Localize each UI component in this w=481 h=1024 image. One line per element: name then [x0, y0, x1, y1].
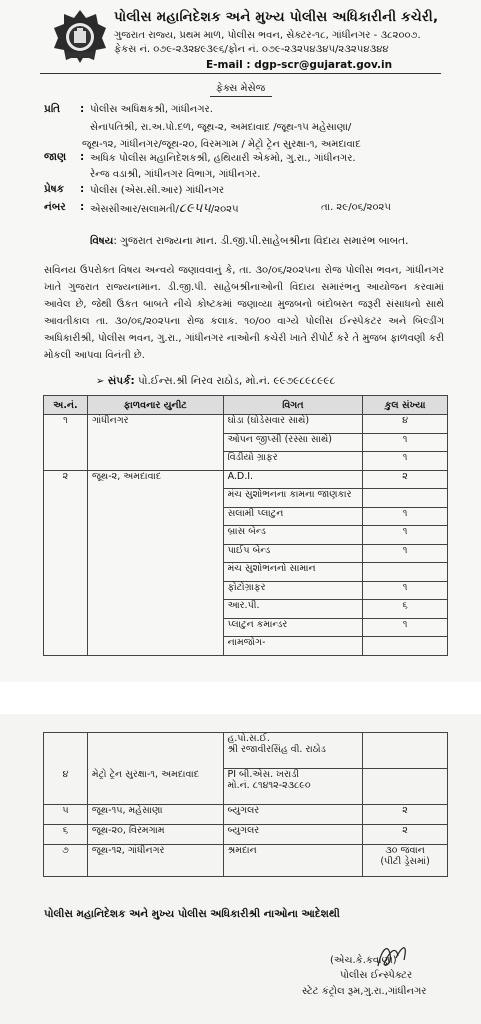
unit-cell [87, 600, 223, 619]
arrow-bullet-icon: ➢ [96, 376, 105, 387]
serial-cell [44, 733, 88, 769]
serial-cell [44, 544, 88, 563]
serial-cell: ૪ [44, 769, 88, 805]
office-fax-phone: ફેકસ નં. ૦૭૯-૨૩૨૪૯૩૯૬/ફોન નં. ૦૭૯-૨૩૨૫૪૩૪૫/૨૩૨૫૪૩૪૪ [114, 44, 389, 55]
cc-colon: : [80, 151, 85, 163]
cc-line-2: રેન્જ વડાશ્રી, ગાંધીનગર વિભાગ, ગાંધીનગર. [90, 169, 261, 180]
count-cell: ૧ [363, 507, 448, 526]
to-label: પ્રતિ [44, 103, 61, 115]
count-cell: ૧ [363, 433, 448, 452]
detail-line: મો.નં. ૮૧૪૧૨-૨૩૮૯૦ [227, 780, 311, 791]
unit-cell [87, 507, 223, 526]
unit-cell: જૂથ-૨૦, વિરમગામ [87, 825, 223, 845]
table-row [44, 470, 448, 489]
unit-cell [87, 433, 223, 452]
contact-line [96, 375, 335, 388]
detail-cell [223, 825, 363, 845]
unit-cell: ગાંધીનગર [87, 415, 223, 434]
document-date: તા. ૨૯/૦૬/૨૦૨૫ [321, 202, 391, 213]
allocation-table [43, 395, 448, 656]
count-cell: ૨ [363, 470, 448, 489]
count-cell [363, 637, 448, 656]
count-cell: ૨ [363, 805, 448, 825]
contact-text: પો.ઈન્સ.શ્રી નિરવ રાઠોડ, મો.નં. ૯૯૭૯૮૯૮૯૯૮ [134, 375, 336, 387]
serial-cell [44, 637, 88, 656]
unit-cell [87, 452, 223, 471]
detail-line: બ્યુગલર [227, 825, 260, 836]
gujarat-police-emblem-icon [52, 8, 108, 64]
unit-cell [87, 489, 223, 508]
table-row [44, 618, 448, 637]
count-cell: ૬ [363, 600, 448, 619]
detail-line: શ્રી રજાવીરસિંહ વી. રાઠોડ [227, 744, 326, 755]
from-line: પોલીસ (એસ.સી.આર) ગાંધીનગર [90, 185, 225, 196]
detail-cell: મંચ સુશોભનના કામના જાણકાર [223, 489, 363, 508]
from-colon: : [80, 183, 85, 195]
table-row [44, 526, 448, 545]
signatory-name: (એચ.કે.કવાણા) [330, 955, 397, 966]
body-paragraph: સવિનય ઉપરોક્ત વિષય અન્વયે જણાવવાનું કે, તા. ૩૦/૦૬/૨૦૨૫ના રોજ પોલીસ ભવન, ગાંધીનગર ખાતે ગુજરાત રાજ્યનામાન. ડી.જી.પી. સાહેબશ્રીનાઓની વિદાય સમારંભનુ આયોજન કરવામાં આવેલ છે, જેથી ઉકત બાબતે નીચે કોષ્ટકમાં જણાવ્યા મુજબનો બંદોબસ્ત જરૂરી સંસાધનો સાથે આવતીકાલ તા. ૩૦/૦૬/૨૦૨૫ના રોજ કલાક. ૧૦/૦૦ વાગ્યે પોલીસ ઈન્સ્પેકટર અને બિલ્ડીંગ અધિકારીશ્રી, પોલીસ ભવન, ગુ.રા., ગાંધીનગર નાઓની કચેરી ખાતે રીપોર્ટ કરે તે મુજબ ફાળવણી કરી મોકલી આપવા વિનંતી છે. [44, 265, 444, 361]
detail-cell [223, 733, 363, 769]
serial-cell [44, 526, 88, 545]
office-title: પોલીસ મહાનિદેશક અને મુખ્ય પોલીસ અધિકારીની કચેરી, [114, 9, 439, 25]
count-cell: ૧ [363, 581, 448, 600]
header-divider [40, 73, 441, 74]
subject-line [90, 235, 408, 248]
reference-suffix: /૨૦૨૫ [210, 204, 239, 215]
col-header-serial: અ.નં. [44, 396, 88, 415]
table-row [44, 769, 448, 805]
table-row [44, 489, 448, 508]
table-row [44, 600, 448, 619]
serial-cell: ૧ [44, 415, 88, 434]
table-row [44, 825, 448, 845]
office-email: E-mail : dgp-scr@gujarat.gov.in [206, 59, 393, 71]
table-row [44, 452, 448, 471]
allocation-table-continued [43, 732, 448, 877]
count-cell: ૩૦ જવાન (પીટી ડ્રેસમાં) [363, 845, 448, 877]
col-header-detail: વિગત [223, 396, 363, 415]
serial-cell: ૬ [44, 825, 88, 845]
unit-cell [87, 563, 223, 582]
table-row [44, 415, 448, 434]
detail-cell: વિડીયો ગ્રાફર [223, 452, 363, 471]
unit-cell [87, 544, 223, 563]
serial-cell [44, 581, 88, 600]
subject-label: વિષય [90, 235, 114, 247]
table-row [44, 563, 448, 582]
detail-line: શ્રમદાન [227, 845, 257, 856]
table-row [44, 433, 448, 452]
unit-cell [87, 581, 223, 600]
table-row [44, 845, 448, 877]
detail-cell: બ્રાસ બેન્ડ [223, 526, 363, 545]
to-line-3: જૂથ-૧૨, ગાંધીનગર/જૂથ-૨૦, વિરમગામ / મેટ્રો ટ્રેન સુરક્ષા-૧, અમદાવાદ [82, 139, 361, 150]
serial-cell [44, 489, 88, 508]
signatory-office: સ્ટેટ કંટ્રોલ રૂમ,ગુ.રા.,ગાંધીનગર [302, 986, 427, 997]
unit-cell: જૂથ-૨, અમદાવાદ [87, 470, 223, 489]
detail-line: હ.પો.સ.ઈ. [227, 733, 270, 744]
document-type-heading: ફેક્સ મેસેજ [215, 83, 266, 94]
detail-cell: સલામી પ્લાટુન [223, 507, 363, 526]
signatory-designation: પોલીસ ઈન્સ્પેક્ટર [340, 970, 413, 981]
to-line-1: પોલીસ અધિક્ષકશ્રી, ગાંધીનગર. [90, 104, 213, 115]
detail-cell: ઘોડા (ઘોડેસવાર સાથે) [223, 415, 363, 434]
count-cell: ૧ [363, 544, 448, 563]
count-cell [363, 769, 448, 805]
count-cell: ૧ [363, 526, 448, 545]
table-row [44, 733, 448, 769]
unit-cell [87, 526, 223, 545]
table-row [44, 581, 448, 600]
from-label: પ્રેષક [44, 183, 65, 195]
number-label: નંબર [44, 201, 66, 213]
col-header-count: કુલ સંખ્યા [363, 396, 448, 415]
count-cell: ૪ [363, 415, 448, 434]
order-authority-line: પોલીસ મહાનિદેશક અને મુખ્ય પોલીસ અધિકારીશ્રી નાઓના આદેશથી [44, 908, 340, 920]
number-colon: : [80, 201, 85, 213]
handwritten-reference-number: ૮૯૫૫ [178, 201, 211, 216]
serial-cell [44, 563, 88, 582]
reference-prefix: એસસીઆર/સલામતી/ [90, 204, 179, 215]
serial-cell [44, 507, 88, 526]
serial-cell [44, 618, 88, 637]
cc-line-1: અધિક પોલીસ મહાનિદેશકશ્રી, હથિયારી એકમો, ગુ.રા., ગાંધીનગર. [90, 153, 356, 164]
table-row [44, 805, 448, 825]
contact-label: સંપર્ક: [107, 375, 135, 387]
heading-underline [210, 96, 272, 97]
detail-line: PI બી.એસ. ખરાડી [227, 769, 300, 780]
unit-cell: મેટ્રો ટ્રેન સુરક્ષા-૧, અમદાવાદ [87, 769, 223, 805]
table-row [44, 507, 448, 526]
detail-cell: A.D.I. [223, 470, 363, 489]
detail-cell: પાઈપ બેન્ડ [223, 544, 363, 563]
unit-cell [87, 733, 223, 769]
detail-cell: ફોટોગ્રાફર [223, 581, 363, 600]
serial-cell: ૫ [44, 805, 88, 825]
office-address: ગુજરાત રાજ્ય, પ્રથમ માળ, પોલીસ ભવન, સેક્ટર-૧૮, ગાંધીનગર - ૩૮૨૦૦૭. [114, 30, 421, 41]
table-header-row [44, 396, 448, 415]
table-row [44, 637, 448, 656]
detail-cell [223, 845, 363, 877]
detail-cell: ઓપન જીપ્સી (રસ્સા સાથે) [223, 433, 363, 452]
serial-cell [44, 600, 88, 619]
count-cell: ૧ [363, 618, 448, 637]
serial-cell: ૨ [44, 470, 88, 489]
to-line-2: સેનાપતિશ્રી, રા.અ.પો.દળ, જૂથ-૨, અમદાવાદ /જૂથ-૧૫ મહેસાણા/ [90, 122, 352, 133]
to-colon: : [80, 103, 85, 115]
detail-cell [223, 769, 363, 805]
count-cell: ૧ [363, 452, 448, 471]
count-cell [363, 733, 448, 769]
serial-cell [44, 452, 88, 471]
unit-cell [87, 637, 223, 656]
col-header-unit: ફાળવનાર યુનીટ [87, 396, 223, 415]
unit-cell: જૂથ-૧૨, ગાંધીનગર [87, 845, 223, 877]
detail-line: બ્યુગલર [227, 805, 260, 816]
detail-cell: નામજોગ- [223, 637, 363, 656]
cc-label: જાણ [44, 151, 67, 163]
fax-page-2 [0, 714, 481, 1024]
detail-cell: પ્લાટુન કમાન્ડર [223, 618, 363, 637]
count-cell: ૨ [363, 825, 448, 845]
table-row [44, 544, 448, 563]
detail-cell: મંચ સુશોભનનો સામાન [223, 563, 363, 582]
count-cell [363, 563, 448, 582]
serial-cell: ૭ [44, 845, 88, 877]
detail-cell: આર.પી. [223, 600, 363, 619]
reference-number [90, 201, 239, 216]
unit-cell [87, 618, 223, 637]
serial-cell [44, 433, 88, 452]
subject-text: : ગુજરાત રાજ્યના માન. ડી.જી.પી.સાહેબશ્રીના વિદાય સમારંભ બાબત. [113, 235, 409, 247]
count-cell [363, 489, 448, 508]
page-gap [0, 682, 481, 714]
unit-cell: જૂથ-૧૫, મહેસાણા [87, 805, 223, 825]
detail-cell [223, 805, 363, 825]
